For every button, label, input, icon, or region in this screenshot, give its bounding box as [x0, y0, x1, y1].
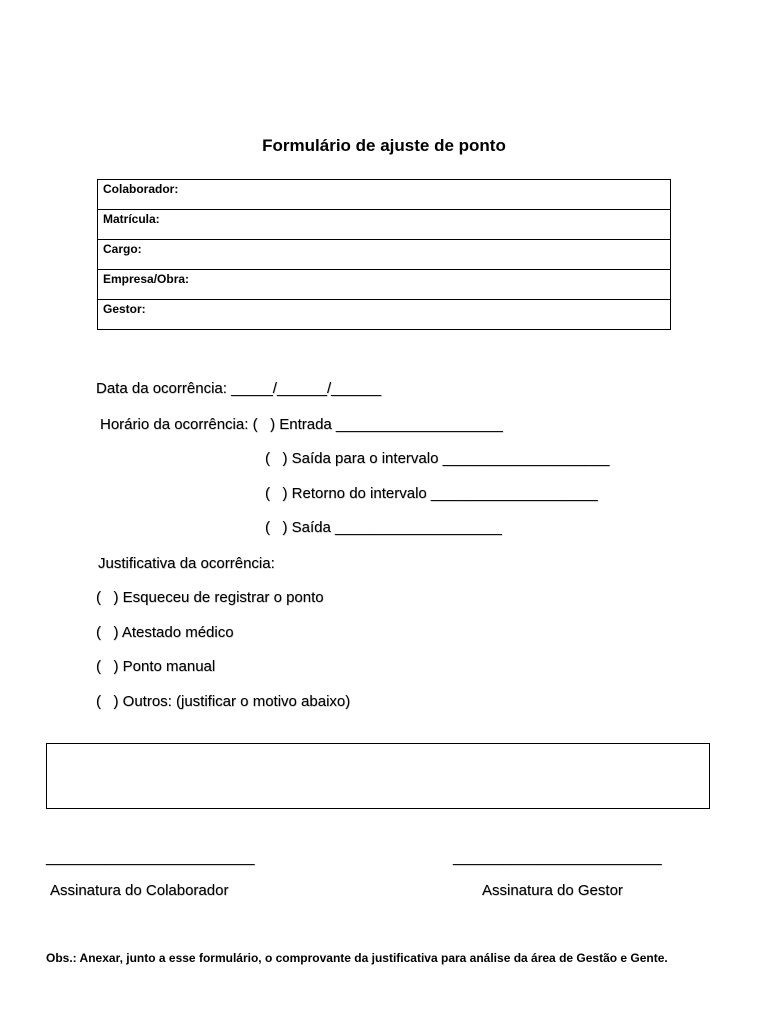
horario-saida-intervalo[interactable]: ( ) Saída para o intervalo ____________________ — [265, 450, 610, 467]
field-row-empresa-obra — [98, 270, 671, 300]
field-row-colaborador — [98, 180, 671, 210]
option-ponto-manual[interactable]: ( ) Ponto manual — [96, 658, 216, 675]
field-cargo[interactable]: Cargo: — [98, 240, 671, 270]
option-esqueceu[interactable]: ( ) Esqueceu de registrar o ponto — [96, 589, 324, 606]
field-empresa-obra[interactable]: Empresa/Obra: — [98, 270, 671, 300]
field-gestor[interactable]: Gestor: — [98, 300, 671, 330]
field-matricula[interactable]: Matrícula: — [98, 210, 671, 240]
signature-label-colaborador: Assinatura do Colaborador — [50, 882, 229, 899]
signature-line-colaborador[interactable]: _________________________ — [46, 849, 255, 866]
option-outros[interactable]: ( ) Outros: (justificar o motivo abaixo) — [96, 693, 351, 710]
option-atestado[interactable]: ( ) Atestado médico — [96, 624, 234, 641]
field-row-cargo — [98, 240, 671, 270]
field-colaborador[interactable]: Colaborador: — [98, 180, 671, 210]
field-row-matricula — [98, 210, 671, 240]
justification-textbox[interactable] — [46, 743, 710, 809]
field-row-gestor — [98, 300, 671, 330]
horario-entrada[interactable]: Horário da ocorrência: ( ) Entrada ____________________ — [100, 416, 503, 433]
observation-note: Obs.: Anexar, junto a esse formulário, o comprovante da justificativa para análise da área de Gestão e Gente. — [46, 951, 668, 965]
justificativa-heading: Justificativa da ocorrência: — [98, 555, 275, 572]
signature-line-gestor[interactable]: _________________________ — [453, 849, 662, 866]
date-of-occurrence[interactable]: Data da ocorrência: _____/______/______ — [96, 380, 382, 397]
employee-info-table — [97, 179, 671, 330]
horario-retorno-intervalo[interactable]: ( ) Retorno do intervalo ____________________ — [265, 485, 598, 502]
form-title: Formulário de ajuste de ponto — [262, 136, 506, 155]
signature-label-gestor: Assinatura do Gestor — [482, 882, 623, 899]
horario-saida[interactable]: ( ) Saída ____________________ — [265, 519, 502, 536]
